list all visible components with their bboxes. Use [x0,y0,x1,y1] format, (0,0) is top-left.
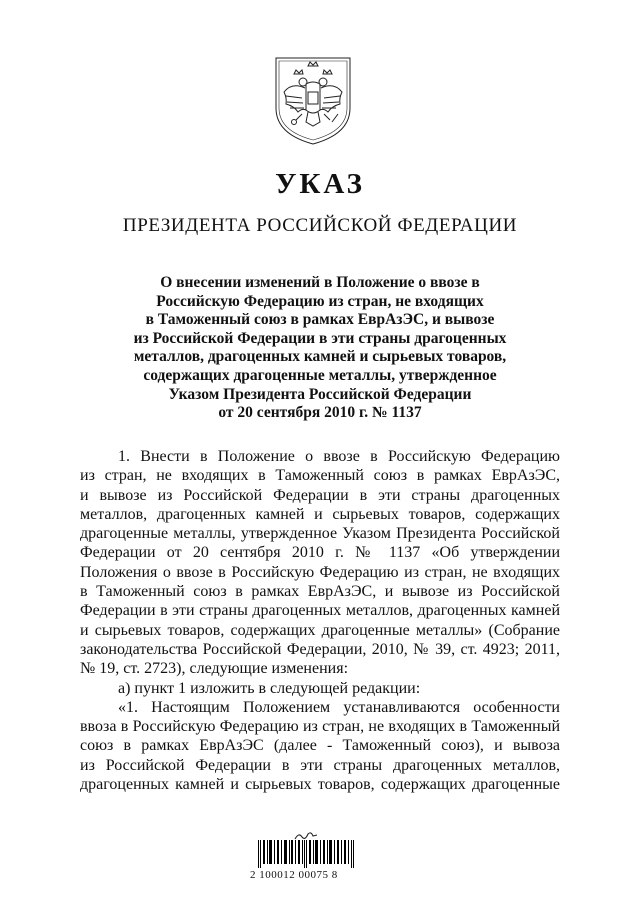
body-line: Федерации в эти страны драгоценных металлов, драгоценных камней [80,602,560,620]
body-line: № 19, ст. 2723), следующие изменения: [80,660,349,678]
heading-line: в Таможенный союз в рамках ЕврАзЭС, и вывозе [145,311,495,329]
body-line: металлов, драгоценных камней и сырьевых товаров, содержащих [80,505,560,523]
body-line: Положения о ввозе в Российскую Федерацию из стран, не входящих [80,563,560,581]
body-line: драгоценных камней и сырьевых товаров, содержащих драгоценные [80,776,560,794]
heading-line: от 20 сентября 2010 г. № 1137 [218,404,422,422]
body-line: законодательства Российской Федерации, 2010, № 39, ст. 4923; 2011, [80,640,560,658]
body-line: в Таможенный союз в рамках ЕврАзЭС, и вывозе из Российской [80,583,560,601]
body-line: и сырьевых товаров, содержащих драгоценные металлы» (Собрание [80,621,560,639]
barcode [258,840,354,868]
heading-line: из Российской Федерации в эти страны драгоценных [133,329,507,347]
body-line: ввоза в Российскую Федерацию из стран, не входящих в Таможенный [80,718,560,736]
body-line: «1. Настоящим Положением устанавливаются особенности [118,698,560,716]
document-body [80,447,560,794]
page-subtitle: ПРЕЗИДЕНТА РОССИЙСКОЙ ФЕДЕРАЦИИ [122,215,518,236]
body-line: и вывозе из Российской Федерации в эти страны драгоценных [80,486,560,504]
heading-line: металлов, драгоценных камней и сырьевых товаров, [133,348,507,366]
page-title: УКАЗ [275,168,365,200]
body-line: Федерации от 20 сентября 2010 г. № 1137 «Об утверждении [80,544,560,562]
heading-line: Указом Президента Российской Федерации [168,385,472,403]
barcode-number: 2 100012 00075 8 [250,869,338,881]
heading-line: содержащих драгоценные металлы, утвержденное [143,366,497,384]
document-heading [100,274,540,423]
body-line: из стран, не входящих в Таможенный союз в рамках ЕврАзЭС, [80,467,560,485]
heading-line: Российскую Федерацию из стран, не входящих [156,292,484,310]
body-line: а) пункт 1 изложить в следующей редакции: [118,679,421,697]
heading-line: О внесении изменений в Положение о ввозе в [160,274,480,291]
coat-of-arms-icon [272,52,354,146]
body-line: 1. Внести в Положение о ввозе в Российскую Федерацию [118,448,560,465]
body-line: из Российской Федерации в эти страны драгоценных металлов, [80,756,560,774]
body-line: союз в рамках ЕврАзЭС (далее - Таможенный союз), и вывоза [80,737,560,755]
body-line: драгоценные металлы, утвержденное Указом Президента Российской [80,525,560,543]
